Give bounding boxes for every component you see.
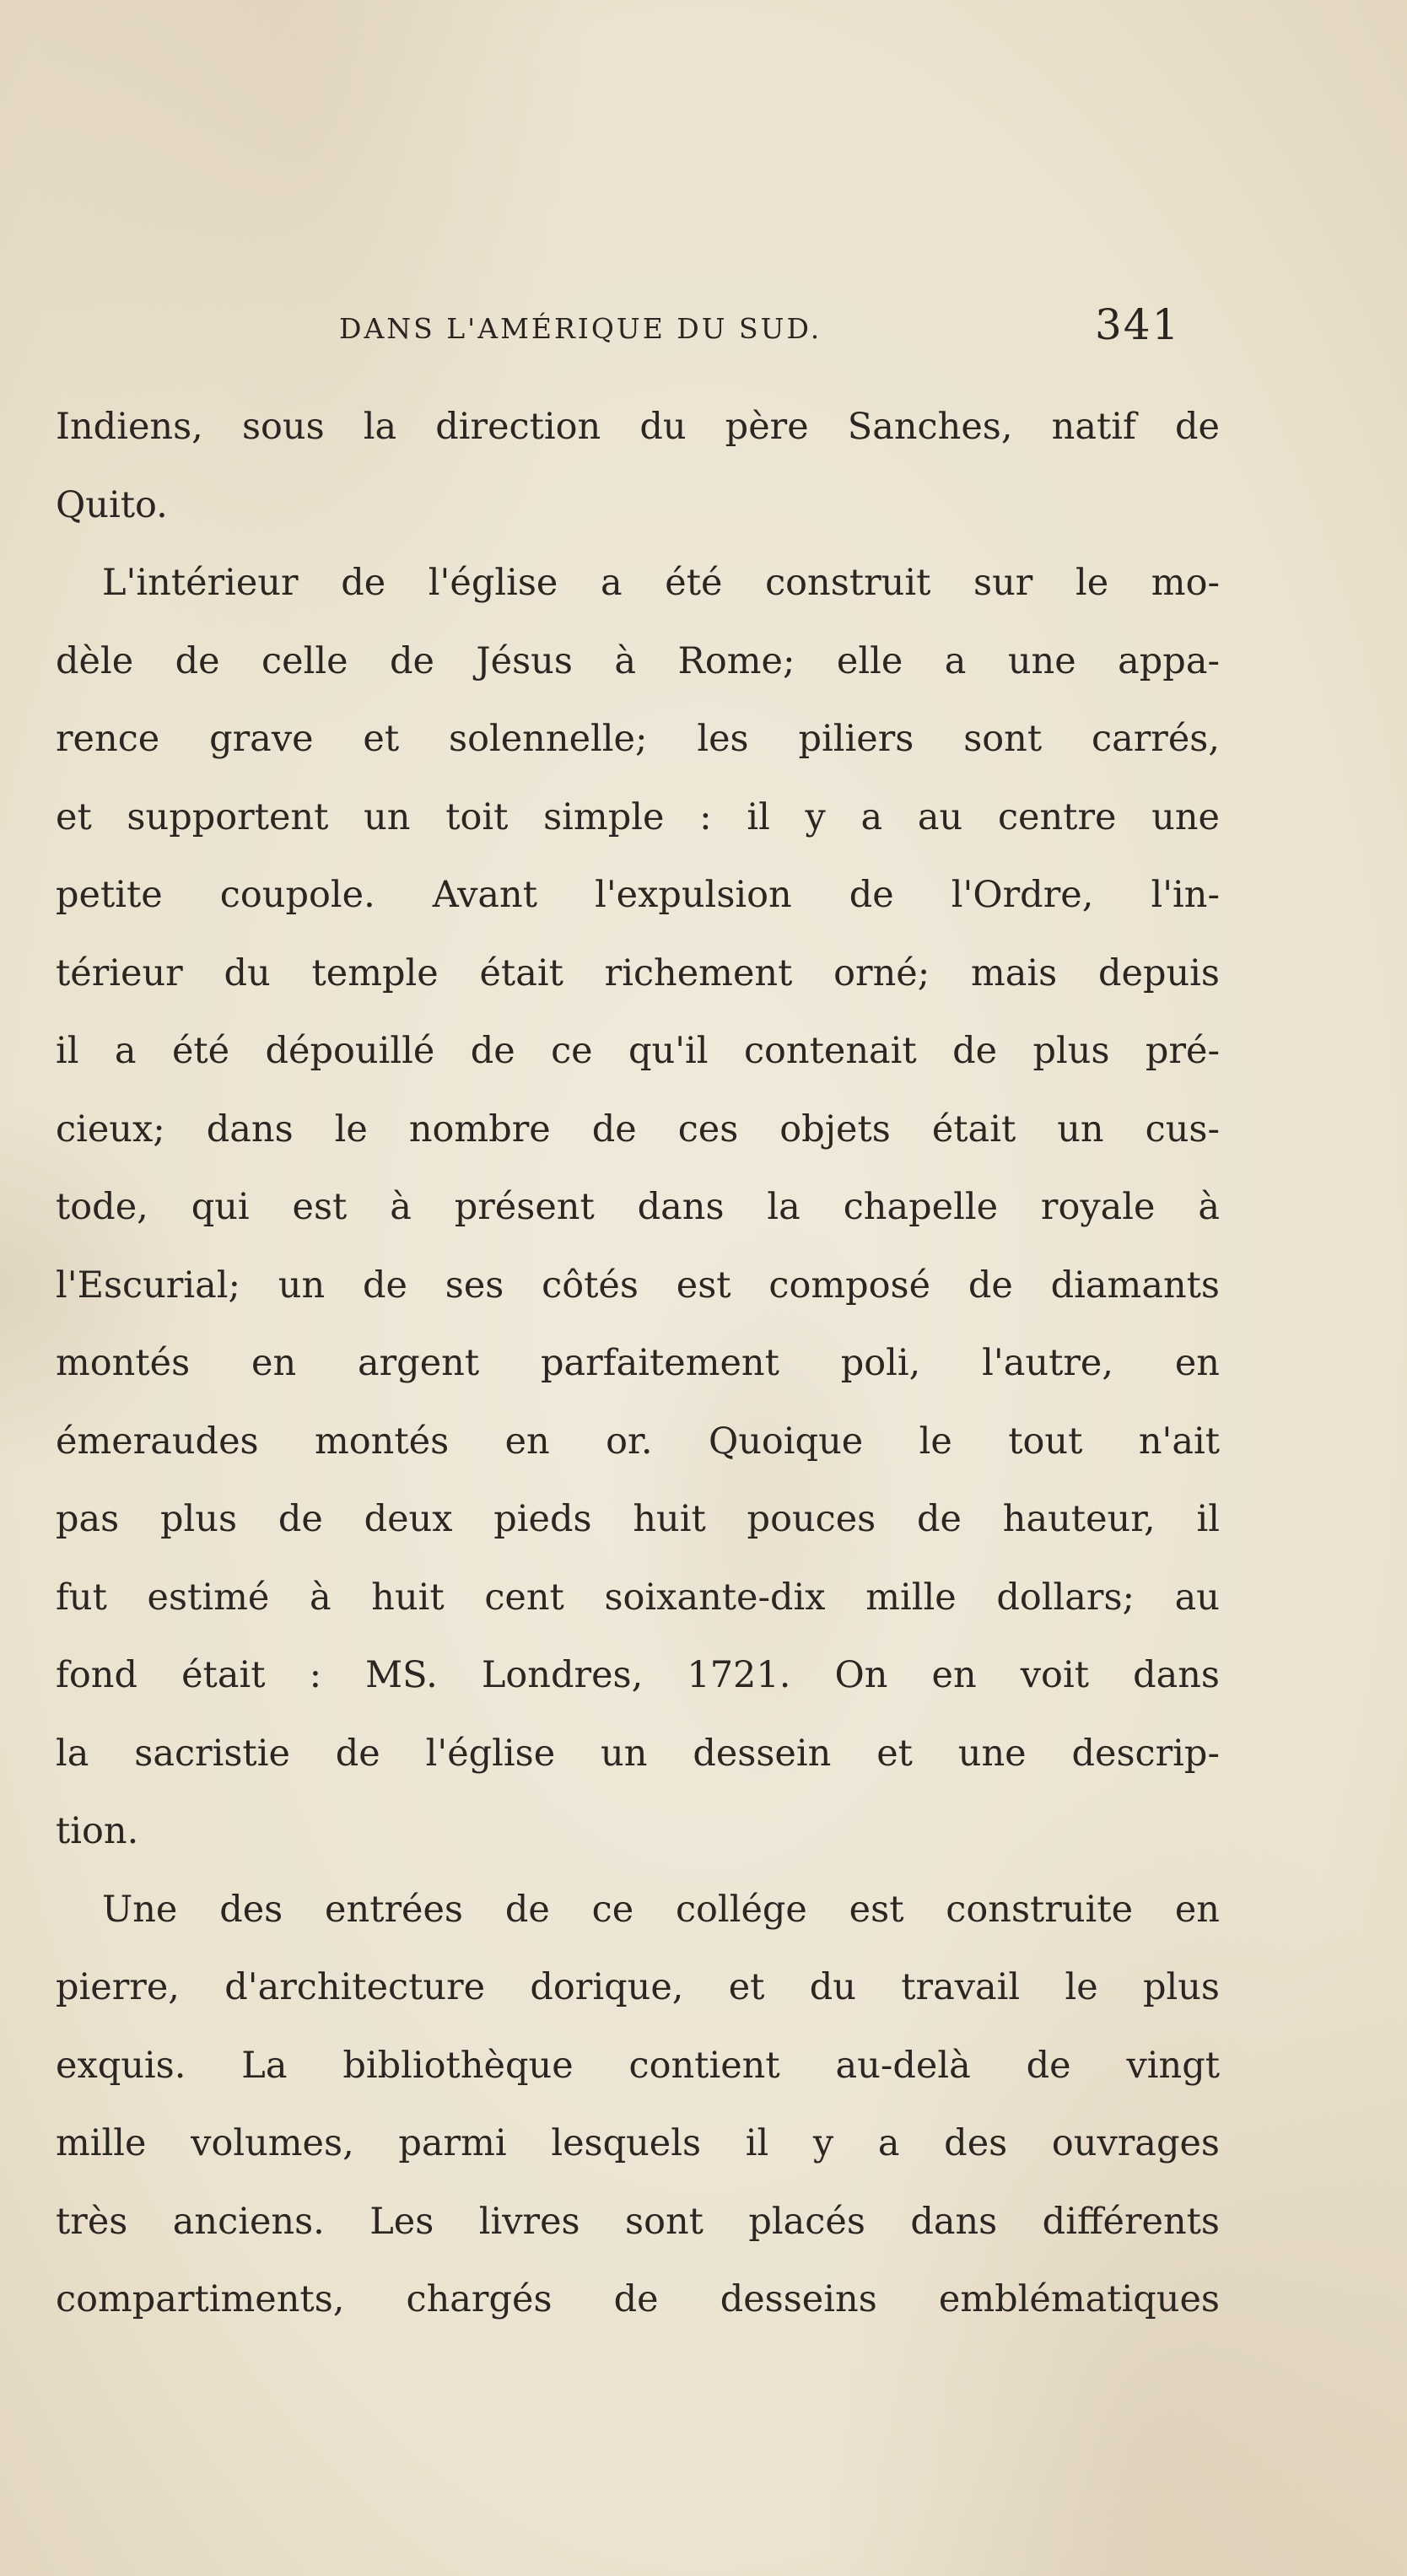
text-line: compartiments, chargés de desseins emblématiques xyxy=(56,2278,1220,2320)
text-line: L'intérieur de l'église a été construit sur le mo- xyxy=(102,562,1220,604)
text-line: tode, qui est à présent dans la chapelle royale à xyxy=(56,1186,1220,1228)
text-line: térieur du temple était richement orné; mais depuis xyxy=(56,951,1220,994)
text-line: très anciens. Les livres sont placés dans différents xyxy=(56,2200,1220,2243)
text-line: émeraudes montés en or. Quoique le tout n'ait xyxy=(56,1420,1220,1463)
text-line: et supportent un toit simple : il y a au centre une xyxy=(56,795,1220,838)
text-line: il a été dépouillé de ce qu'il contenait de plus pré- xyxy=(56,1030,1220,1072)
text-line: Une des entrées de ce collége est construite en xyxy=(102,1888,1220,1931)
text-line: Indiens, sous la direction du père Sanches, natif de xyxy=(56,406,1220,448)
text-line: Quito. xyxy=(56,483,168,526)
page-header xyxy=(0,300,1407,368)
text-line: montés en argent parfaitement poli, l'autre, en xyxy=(56,1342,1220,1384)
text-line: petite coupole. Avant l'expulsion de l'Ordre, l'in- xyxy=(56,874,1220,916)
text-line: mille volumes, parmi lesquels il y a des ouvrages xyxy=(56,2122,1220,2164)
text-line: exquis. La bibliothèque contient au-delà de vingt xyxy=(56,2044,1220,2087)
page-number: 341 xyxy=(1095,300,1181,349)
text-line: tion. xyxy=(56,1810,139,1852)
running-title: DANS L'AMÉRIQUE DU SUD. xyxy=(339,312,822,345)
text-line: fond était : MS. Londres, 1721. On en voit dans xyxy=(56,1654,1220,1696)
text-line: l'Escurial; un de ses côtés est composé de diamants xyxy=(56,1264,1220,1307)
text-line: dèle de celle de Jésus à Rome; elle a une appa- xyxy=(56,639,1220,682)
body-text xyxy=(56,388,1220,2339)
text-line: pas plus de deux pieds huit pouces de hauteur, il xyxy=(56,1498,1220,1540)
text-line: rence grave et solennelle; les piliers sont carrés, xyxy=(56,718,1220,760)
text-line: fut estimé à huit cent soixante-dix mille dollars; au xyxy=(56,1576,1220,1619)
text-line: cieux; dans le nombre de ces objets était un cus- xyxy=(56,1107,1220,1151)
text-line: pierre, d'architecture dorique, et du travail le plus xyxy=(56,1966,1220,2008)
text-line: la sacristie de l'église un dessein et une descrip- xyxy=(56,1732,1220,1775)
